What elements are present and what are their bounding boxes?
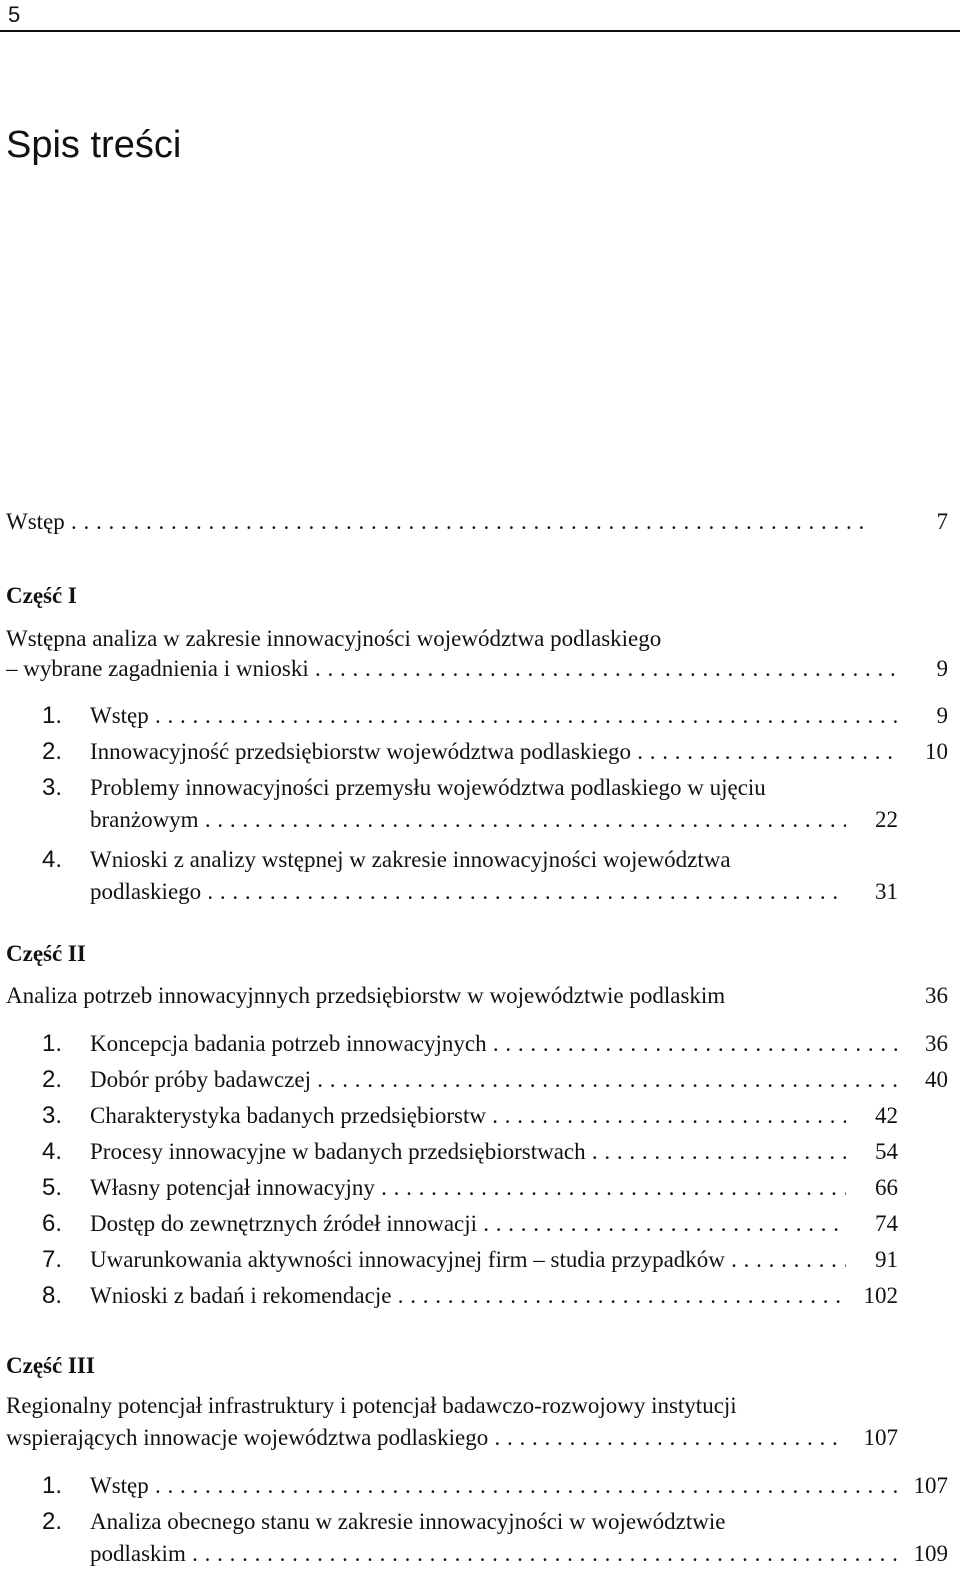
leader-dots xyxy=(309,656,898,681)
leader-dots xyxy=(488,1425,846,1450)
toc-page: 7 xyxy=(936,509,948,534)
toc-entry[interactable] xyxy=(90,1174,846,1202)
leader-dots xyxy=(487,1031,898,1056)
toc-entry-label: Wstęp xyxy=(90,703,149,728)
toc-entry-label: Wstęp xyxy=(90,1473,149,1498)
toc-page: 66 xyxy=(875,1175,898,1200)
part-3-heading-line2[interactable] xyxy=(6,1424,846,1452)
toc-page: 107 xyxy=(863,1425,898,1450)
leader-dots xyxy=(149,1473,898,1498)
toc-entry-label: Procesy innowacyjne w badanych przedsiębiorstwach xyxy=(90,1139,586,1164)
toc-item-number: 1. xyxy=(42,1472,63,1499)
toc-page: 107 xyxy=(913,1473,948,1498)
toc-entry[interactable] xyxy=(90,1138,846,1166)
toc-entry-line1[interactable]: Analiza obecnego stanu w zakresie innowacyjności w województwie xyxy=(90,1509,726,1534)
toc-item-number: 2. xyxy=(42,738,63,765)
toc-entry[interactable] xyxy=(90,1472,898,1500)
part-1-heading-line1: Wstępna analiza w zakresie innowacyjności województwa podlaskiego xyxy=(6,626,662,651)
toc-page: 22 xyxy=(875,807,898,832)
toc-entry-label: Uwarunkowania aktywności innowacyjnej firm – studia przypadków xyxy=(90,1247,725,1272)
part-1-heading-line2[interactable] xyxy=(6,655,898,683)
toc-entry[interactable] xyxy=(90,1282,846,1310)
part-2-label: Część II xyxy=(6,941,86,966)
leader-dots xyxy=(201,879,846,904)
toc-entry-line1[interactable]: Problemy innowacyjności przemysłu województwa podlaskiego w ujęciu xyxy=(90,775,766,800)
part-3-heading-line1: Regionalny potencjał infrastruktury i potencjał badawczo-rozwojowy instytucji xyxy=(6,1393,737,1418)
leader-dots xyxy=(186,1541,898,1566)
toc-item-number: 4. xyxy=(42,1138,63,1165)
toc-entry-label: wspierających innowacje województwa podlaskiego xyxy=(6,1425,489,1450)
toc-page: 54 xyxy=(875,1139,898,1164)
part-2-heading[interactable]: Analiza potrzeb innowacyjnnych przedsiębiorstw w województwie podlaskim xyxy=(6,983,726,1008)
toc-entry-label: – wybrane zagadnienia i wnioski xyxy=(6,656,309,681)
toc-item-number: 4. xyxy=(42,846,63,873)
toc-entry[interactable] xyxy=(90,702,898,730)
header-rule xyxy=(0,30,960,32)
toc-entry-label: Innowacyjność przedsiębiorstw województwa podlaskiego xyxy=(90,739,631,764)
leader-dots xyxy=(311,1067,898,1092)
leader-dots xyxy=(586,1139,846,1164)
toc-entry-label: branżowym xyxy=(90,807,199,832)
toc-entry-label: Dostęp do zewnętrznych źródeł innowacji xyxy=(90,1211,478,1236)
toc-page: 109 xyxy=(913,1541,948,1566)
toc-entry[interactable] xyxy=(90,1210,846,1238)
toc-item-number: 8. xyxy=(42,1282,63,1309)
leader-dots xyxy=(149,703,898,728)
toc-entry[interactable] xyxy=(90,1066,898,1094)
leader-dots xyxy=(477,1211,846,1236)
toc-item-number: 1. xyxy=(42,702,63,729)
toc-page: 102 xyxy=(863,1283,898,1308)
toc-entry-intro[interactable] xyxy=(6,508,866,536)
toc-entry[interactable] xyxy=(90,1246,846,1274)
part-3-label: Część III xyxy=(6,1353,95,1378)
leader-dots xyxy=(486,1103,846,1128)
toc-entry[interactable] xyxy=(90,1102,846,1130)
leader-dots xyxy=(631,739,898,764)
toc-entry-label: Wstęp xyxy=(6,509,65,534)
toc-page: 42 xyxy=(875,1103,898,1128)
toc-entry[interactable] xyxy=(90,1030,898,1058)
leader-dots xyxy=(391,1283,846,1308)
toc-entry-label: Koncepcja badania potrzeb innowacyjnych xyxy=(90,1031,487,1056)
toc-page: 10 xyxy=(925,739,948,764)
toc-page: 91 xyxy=(875,1247,898,1272)
toc-page: 9 xyxy=(936,703,948,728)
toc-entry-label: Charakterystyka badanych przedsiębiorstw xyxy=(90,1103,486,1128)
leader-dots xyxy=(199,807,846,832)
leader-dots xyxy=(725,1247,846,1272)
toc-entry[interactable] xyxy=(90,878,846,906)
toc-item-number: 6. xyxy=(42,1210,63,1237)
toc-item-number: 7. xyxy=(42,1246,63,1273)
toc-item-number: 3. xyxy=(42,1102,63,1129)
toc-entry-label: podlaskiego xyxy=(90,879,202,904)
leader-dots xyxy=(65,509,866,534)
toc-entry-label: Własny potencjał innowacyjny xyxy=(90,1175,375,1200)
toc-page: 40 xyxy=(925,1067,948,1092)
toc-item-number: 2. xyxy=(42,1066,63,1093)
toc-entry-label: Dobór próby badawczej xyxy=(90,1067,311,1092)
page-title: Spis treści xyxy=(6,124,182,166)
part-1-label: Część I xyxy=(6,583,77,608)
toc-entry[interactable] xyxy=(90,1540,898,1568)
toc-entry-line1[interactable]: Wnioski z analizy wstępnej w zakresie innowacyjności województwa xyxy=(90,847,731,872)
toc-entry[interactable] xyxy=(90,806,846,834)
toc-page: 74 xyxy=(875,1211,898,1236)
toc-item-number: 5. xyxy=(42,1174,63,1201)
toc-item-number: 3. xyxy=(42,774,63,801)
page-number: 5 xyxy=(8,2,21,27)
toc-page: 31 xyxy=(875,879,898,904)
toc-page: 36 xyxy=(925,1031,948,1056)
toc-entry-label: podlaskim xyxy=(90,1541,186,1566)
toc-page: 9 xyxy=(936,656,948,681)
toc-item-number: 2. xyxy=(42,1508,63,1535)
toc-entry-label: Wnioski z badań i rekomendacje xyxy=(90,1283,392,1308)
toc-page: 36 xyxy=(925,983,948,1008)
toc-item-number: 1. xyxy=(42,1030,63,1057)
toc-entry[interactable] xyxy=(90,738,898,766)
leader-dots xyxy=(375,1175,846,1200)
